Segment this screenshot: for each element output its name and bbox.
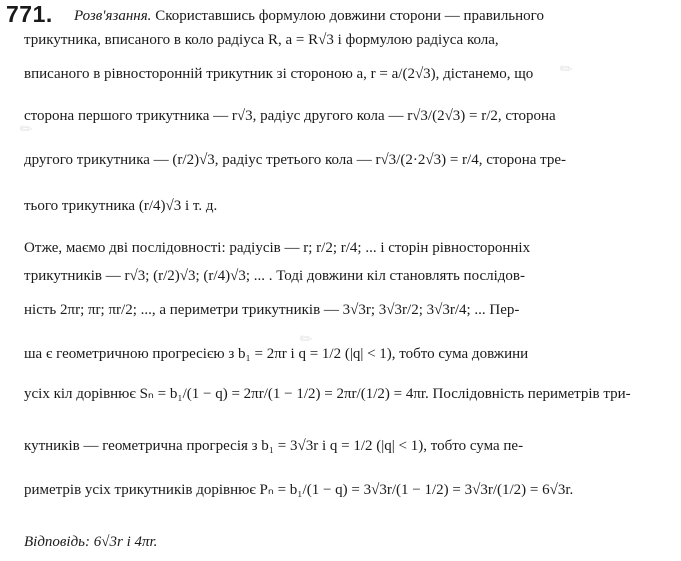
solution-line-5: другого трикутника — (r/2)√3, радіус третього кола — r√3/(2·2√3) = r/4, сторона тре- (24, 152, 567, 168)
solution-line-2: трикутника, вписаного в коло радіуса R, a = R√3 і формулою радіуса кола, (24, 32, 499, 48)
solution-line-10: ша є геометричною прогресією з b₁ = 2πr і q = 1/2 (|q| < 1), тобто сума довжини (24, 346, 529, 362)
solution-text: Скориставшись формулою довжини сторони — правильного (155, 8, 544, 24)
watermark: ✎ (16, 118, 37, 140)
solution-line-8: трикутників — r√3; (r/2)√3; (r/4)√3; ... . Тоді довжини кіл становлять послідов- (24, 268, 525, 284)
solution-line-4: сторона першого трикутника — r√3, радіус другого кола — r√3/(2√3) = r/2, сторона (24, 108, 556, 124)
solution-line-12: кутників — геометрична прогресія з b₁ = 3√3r і q = 1/2 (|q| < 1), тобто сума пе- (24, 438, 524, 454)
answer-line: Відповідь: 6√3r і 4πr. (24, 534, 158, 550)
solution-line-7: Отже, маємо дві послідовності: радіусів — r; r/2; r/4; ... і сторін рівносторонніх (24, 240, 531, 256)
watermark: ✎ (556, 58, 577, 80)
solution-heading: Розв'язання. (74, 8, 152, 24)
solution-line-6: тього трикутника (r/4)√3 і т. д. (24, 198, 218, 214)
solution-line-13: риметрів усіх трикутників дорівнює Pₙ = b₁/(1 − q) = 3√3r/(1 − 1/2) = 3√3r/(1/2) = 6√3r. (24, 482, 574, 498)
problem-number: 771. (6, 1, 53, 27)
solution-line-9: ність 2πr; πr; πr/2; ..., а периметри трикутників — 3√3r; 3√3r/2; 3√3r/4; ... Пер- (24, 302, 520, 318)
watermark: ✎ (296, 328, 317, 350)
solution-line-1 (74, 6, 668, 26)
solution-line-3: вписаного в рівносторонній трикутник зі стороною a, r = a/(2√3), дістанемо, що (24, 66, 534, 82)
solution-line-11: усіх кіл дорівнює Sₙ = b₁/(1 − q) = 2πr/(1 − 1/2) = 2πr/(1/2) = 4πr. Послідовність периметрів три- (24, 386, 631, 402)
